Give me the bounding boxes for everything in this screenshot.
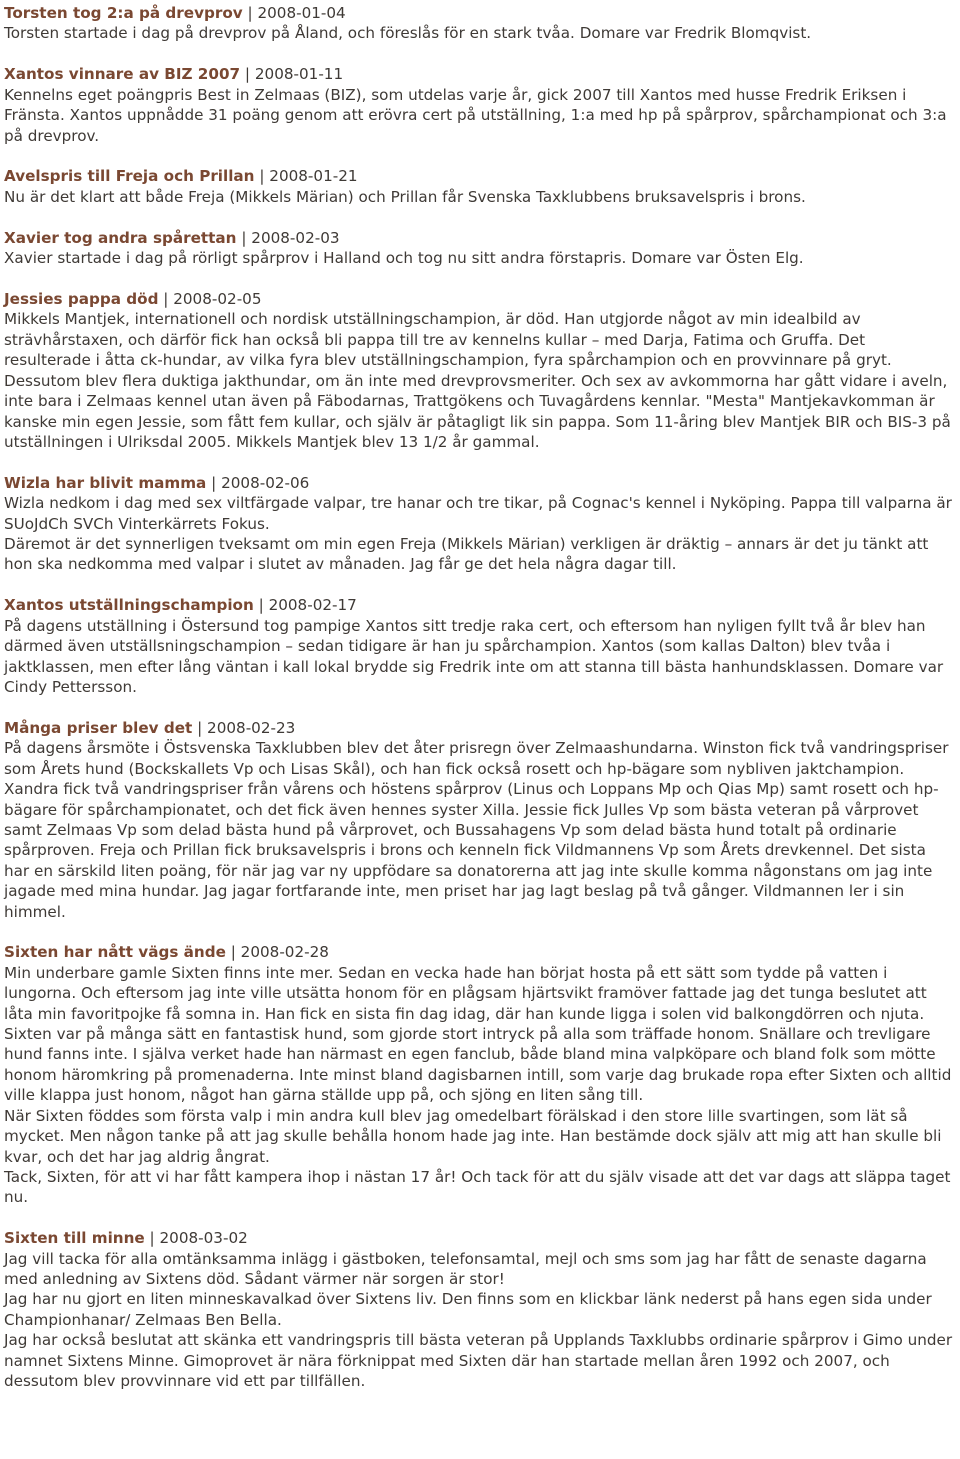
news-entry [4, 64, 954, 146]
news-entry-body [4, 738, 954, 922]
news-entry-title: Torsten tog 2:a på drevprov [4, 4, 243, 22]
news-entry-title: Sixten har nått vägs ände [4, 943, 226, 962]
news-entry-title: Wizla har blivit mamma [4, 473, 207, 492]
news-paragraph: Xavier startade i dag på rörligt spårprov i Halland och tog nu sitt andra förstapris. Domare var Östen Elg. [4, 249, 804, 268]
title-date-separator: | [242, 4, 258, 22]
title-date-separator: | [240, 65, 255, 84]
news-paragraph: Wizla nedkom i dag med sex viltfärgade valpar, tre hanar och tre tikar, på Cognac's kennel i Nyköping. Pappa till valparna är SUoJdCh SVCh Vinterkärrets Fokus. [4, 494, 952, 533]
news-entry-date: 2008-01-21 [269, 167, 358, 186]
news-entry [4, 595, 954, 697]
news-entry [4, 1228, 954, 1391]
news-paragraph: När Sixten föddes som första valp i min andra kull blev jag omedelbart förälskad i den store lille svartingen, som lät så mycket. Men någon tanke på att jag skulle behålla honom hade jag inte. Han bestämde dock själv att mig att han skulle bli kvar, och det har jag aldrig ångrat. [4, 1106, 942, 1166]
news-entry [4, 289, 954, 452]
news-entry-date: 2008-02-05 [173, 290, 262, 309]
news-entry-title: Avelspris till Freja och Prillan [4, 167, 255, 186]
news-entry-body [4, 493, 954, 575]
news-entry [4, 718, 954, 922]
news-paragraph: Jag vill tacka för alla omtänksamma inlägg i gästboken, telefonsamtal, mejl och sms som jag har fått de senaste dagarna med anledning av Sixtens död. Sådant värmer när sorgen är stor! [4, 1249, 927, 1289]
title-date-separator: | [254, 167, 270, 186]
news-entry-date: 2008-02-17 [268, 596, 357, 615]
news-entry-header [4, 289, 954, 309]
title-date-separator: | [192, 718, 208, 737]
news-entry-title: Xantos vinnare av BIZ 2007 [4, 65, 241, 84]
news-entry [4, 166, 954, 207]
title-date-separator: | [144, 1229, 160, 1248]
news-entry-date: 2008-02-06 [221, 473, 310, 492]
news-entry [4, 473, 954, 575]
news-entry [4, 942, 954, 1207]
news-entry-body [4, 85, 954, 146]
news-entry-title: Sixten till minne [4, 1229, 145, 1248]
news-entry-title: Xantos utställningschampion [4, 596, 254, 615]
news-entry-header [4, 228, 954, 248]
news-entry-body [4, 23, 954, 43]
title-date-separator: | [206, 473, 222, 492]
news-entry-header [4, 166, 954, 186]
news-paragraph: Tack, Sixten, för att vi har fått kampera ihop i nästan 17 år! Och tack för att du själv visade att det var dags att släppa taget nu. [4, 1167, 951, 1207]
news-entry-date: 2008-02-03 [251, 228, 340, 247]
news-paragraph: Jag har också beslutat att skänka ett vandringspris till bästa veteran på Upplands Taxklubbs ordinarie spårprov i Gimo under namnet Sixtens Minne. Gimoprovet är nära förknippat med Sixten där han startade mellan åren 1992 och 2007, och dessutom blev provvinnare vid ett par tillfällen. [4, 1331, 953, 1391]
title-date-separator: | [253, 596, 269, 615]
news-paragraph: Jag har nu gjort en liten minneskavalkad över Sixtens liv. Den finns som en klickbar länk nederst på hans egen sida under Championhanar/ Zelmaas Ben Bella. [4, 1290, 932, 1329]
news-entry [4, 3, 954, 44]
title-date-separator: | [236, 228, 252, 247]
news-entry-date: 2008-01-11 [254, 65, 344, 84]
news-entry-date: 2008-03-02 [159, 1229, 248, 1248]
news-entry-body [4, 309, 954, 452]
news-paragraph: Torsten startade i dag på drevprov på Åland, och föreslås för en stark tvåa. Domare var Fredrik Blomqvist. [4, 24, 812, 43]
news-paragraph: Däremot är det synnerligen tveksamt om min egen Freja (Mikkels Märian) verkligen är dräktig – annars är det ju tänkt att hon ska nedkomma med valpar i slutet av månaden. Jag får ge det hela några dagar till. [4, 535, 929, 574]
news-paragraph: Kennelns eget poängpris Best in Zelmaas (BIZ), som utdelas varje år, gick 2007 till Xantos med husse Fredrik Eriksen i Fränsta. Xantos uppnådde 31 poäng genom att erövra cert på utställning, 1:a med hp på spårprov, spårchampionat och 3:a på drevprov. [4, 85, 947, 145]
news-entry-body [4, 1249, 954, 1392]
news-paragraph: På dagens utställning i Östersund tog pampige Xantos sitt tredje raka cert, och eftersom han nyligen fyllt två år blev han därmed även utställsningschampion – sedan tidigare är han ju spårchampion. Xantos (som kallas Dalton) blev tvåa i jaktklassen, men efter lång väntan i kall lokal brydde sig Fredrik inte om att stanna till bästa hanhundsklassen. Domare var Cindy Pettersson. [4, 616, 944, 696]
news-paragraph: Nu är det klart att både Freja (Mikkels Märian) och Prillan får Svenska Taxklubbens bruksavelspris i brons. [4, 187, 806, 206]
news-paragraph: Mikkels Mantjek, internationell och nordisk utställningschampion, är död. Han utgjorde något av min idealbild av strävhårstaxen, och därför fick han också bli pappa till tre av kennelns kullar – med Darja, Fatima och Gruffa. Det resulterade i åtta ck-hundar, av vilka fyra blev utställningschampion, fyra spårchampion och en provvinnare på gryt. Dessutom blev flera duktiga jakthundar, om än inte med drevprovsmeriter. Och sex av avkommorna har gått vidare i aveln, inte bara i Zelmaas kennel utan även på Fäbodarnas, Trattgökens och Tuvagårdens kennlar. "Mesta" Mantjekavkomman är kanske min egen Jessie, som fått fem kullar, och själv är påtagligt lik sin pappa. Som 11-åring blev Mantjek BIR och BIS-3 på utställningen i Ulriksdal 2005. Mikkels Mantjek blev 13 1/2 år gammal. [4, 310, 951, 451]
news-entry [4, 228, 954, 269]
news-entry-date: 2008-01-04 [257, 4, 346, 22]
news-entry-header [4, 64, 954, 84]
title-date-separator: | [158, 290, 174, 309]
title-date-separator: | [225, 943, 241, 962]
news-entry-body [4, 187, 954, 207]
news-entry-header [4, 1228, 954, 1248]
news-entry-header [4, 942, 954, 962]
news-paragraph: På dagens årsmöte i Östsvenska Taxklubben blev det åter prisregn över Zelmaashundarna. Winston fick två vandringspriser som Årets hund (Bockskallets Vp och Lisas Skål), och han fick också rosett och hp-bägare som nybliven jaktchampion. Xandra fick två vandringspriser från vårens och höstens spårprov (Linus och Loppans Mp och Qias Mp) samt rosett och hp-bägare för spårchampionatet, och det fick även hennes syster Xilla. Jessie fick Julles Vp som bästa veteran på vårprovet samt Zelmaas Vp som delad bästa hund på vårprovet, och Bussahagens Vp som delad bästa hund totalt på ordinarie spårproven. Freja och Prillan fick bruksavelspris i brons och kenneln fick Vildmannens Vp som Årets drevkennel. Det sista har en särskild liten poäng, för när jag var ny uppfödare sa donatorerna att jag inte skulle komma någonstans om jag inte jagade med mina hundar. Jag jagar fortfarande inte, men priset har jag lagt beslag på två gånger. Vildmannen ler i sin himmel. [4, 739, 949, 921]
news-entry-header [4, 718, 954, 738]
news-entry-body [4, 616, 954, 698]
news-paragraph: Sixten var på många sätt en fantastisk hund, som gjorde stort intryck på alla som träffade honom. Snällare och trevligare hund fanns inte. I själva verket hade han närmast en egen fanclub, både bland mina valpköpare och bland folk som mötte honom häromkring på promenaderna. Inte minst bland dagisbarnen intill, som varje dag brukade ropa efter Sixten och alltid ville klappa just honom, något han gärna ställde upp på, och sjöng en liten sång till. [4, 1025, 952, 1105]
news-entry-title: Xavier tog andra spårettan [4, 228, 237, 247]
news-entry-header [4, 595, 954, 615]
news-entry-title: Jessies pappa död [4, 290, 159, 309]
news-entry-header [4, 3, 954, 23]
news-entry-body [4, 963, 954, 1208]
news-entry-date: 2008-02-23 [207, 718, 296, 737]
news-entry-header [4, 473, 954, 493]
news-entry-body [4, 248, 954, 268]
news-entry-date: 2008-02-28 [240, 943, 329, 962]
news-paragraph: Min underbare gamle Sixten finns inte mer. Sedan en vecka hade han börjat hosta på ett sätt som tydde på vatten i lungorna. Och eftersom jag inte ville utsätta honom för en plågsam hjärtsvikt framöver fattade jag det tunga beslutet att låta min favoritpojke få somna in. Han fick en sista fin dag idag, där han kunde ligga i solen vid balkongdörren och njuta. [4, 963, 927, 1023]
news-entry-title: Många priser blev det [4, 718, 193, 737]
